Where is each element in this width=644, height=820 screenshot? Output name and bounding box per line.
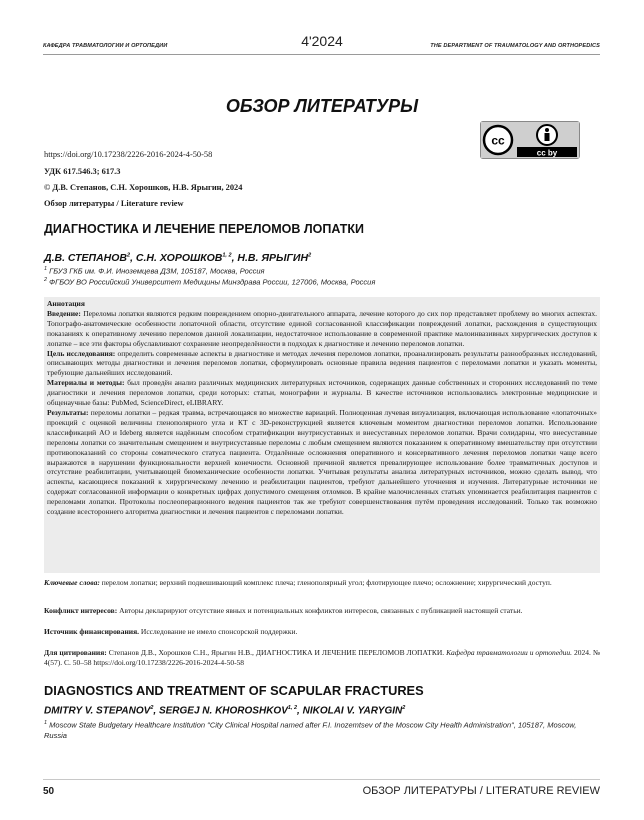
affiliation-ru-1: $^1$ ГБУЗ ГКБ им. Ф.И. Иноземцева ДЗМ, 105187, Москва, Россия (44, 266, 265, 276)
footer-section: ОБЗОР ЛИТЕРАТУРЫ / LITERATURE REVIEW (362, 785, 600, 797)
abstract: Аннотация Введение: Переломы лопатки являются редким повреждением опорно-двигательного аппарата, лечение которого до сих пор представляет проблему во многих аспектах. Топографо-анатомические особенности лопаточной области, отсутствие единой согласованной классификации повреждений лопатки, расхождения в существующих показаниях к оперативному лечению переломов данной локализации, недостаточное использование в современной практике малоинвазивных хирургических доступов к лопатке – все эти факторы обуславливают сохранение неопределённости в подходах к диагностике и лечению переломов лопатки. Цель исследования: определить современные аспекты в диагностике и методах лечения переломов лопатки, проанализировать результаты разнообразных исследований, описывающих методы диагностики и лечения переломов лопатки, сформулировать основные правила ведения пациентов с переломами лопатки и указать моменты, требующие дальнейших исследований. Материалы и методы: был проведён анализ различных медицинских литературных источников, содержащих данные собственных и сторонних исследований по теме диагностики и лечения переломов лопатки, среди которых: статьи, монографии и журналы. В качестве источников использовались электронные медицинские и общенаучные базы: PubMed, ScienceDirect, eLIBRARY. Результаты: переломы лопатки – редкая травма, встречающаяся во множестве вариаций. Полноценная лучевая визуализация, включающая использование «лопаточных» проекций с оценкой величины гленополярного угла и КТ с 3D-реконструкцией является ключевым моментом диагностики переломов лопатки. Использование классификаций AO и Ideberg является надёжным способом стратификации внутрисуставных и внесуставных переломов лопатки. Врачи солидарны, что внесуставные переломы лопатки со значительным смещением и внутрисуставные переломы с любым смещением являются показанием к оперативному вмешательству при отсутствии противопоказаний со стороны соматического статуса пациента. Отдалённые осложнения оперативного и консервативного лечения переломов лопатки чаще всего выражаются в нарушении функциональности верхней конечности. Основной причиной является превалирующее использование более травматичных доступов и отсутствие реабилитации, учитывающей биомеханические особенности лопатки. Учитывая результаты анализа литературных источников, можно сделать вывод, что аспекты, касающиеся показаний к хирургическому лечению и реабилитации пациентов, требуют дальнейшего уточнения и изучения. Литературные источники не содержат согласованной информации о конкретных цифрах допустимого смещения отломков. В крайне малочисленных статьях упоминается реабилитация пациентов с переломами лопатки. Протоколы послеоперационного ведения пациентов так же требуют совершенствования путём проведения исследований. Только так возможно создание всестороннего алгоритма диагностики и лечения пациентов с переломами лопатки. (47, 299, 598, 517)
footer-rule (43, 779, 600, 780)
udk: УДК 617.546.3; 617.3 (44, 167, 121, 176)
article-title-ru: ДИАГНОСТИКА И ЛЕЧЕНИЕ ПЕРЕЛОМОВ ЛОПАТКИ (44, 222, 364, 236)
issue-number: 4'2024 (301, 33, 343, 49)
license-label: cc by (536, 148, 558, 158)
keywords: Ключевые слова: перелом лопатки; верхний подвешивающий комплекс плеча; гленополярный угол; флотирующее плечо; осложнение; хирургический доступ. (44, 578, 552, 587)
running-header-right: THE DEPARTMENT OF TRAUMATOLOGY AND ORTHOPEDICS (430, 43, 600, 49)
conflict-of-interest: Конфликт интересов: Авторы декларируют отсутствие явных и потенциальных конфликтов интересов, связанных с публикацией настоящей статьи. (44, 606, 523, 615)
doi-link[interactable]: https://doi.org/10.17238/2226-2016-2024-4-50-58 (44, 150, 213, 159)
article-type: Обзор литературы / Literature review (44, 199, 184, 208)
copyright: © Д.В. Степанов, С.Н. Хорошков, Н.В. Ярыгин, 2024 (44, 183, 243, 192)
header-rule (43, 54, 600, 55)
article-title-en: DIAGNOSTICS AND TREATMENT OF SCAPULAR FRACTURES (44, 683, 424, 698)
cc-by-logo-icon (481, 122, 579, 158)
authors-ru: Д.В. СТЕПАНОВ$^2$, С.Н. ХОРОШКОВ$^{1, 2}$, Н.В. ЯРЫГИН$^2$ (44, 252, 312, 264)
authors-en: DMITRY V. STEPANOV$^2$, SERGEJ N. KHOROSHKOV$^{1, 2}$, NIKOLAI V. YARYGIN$^2$ (44, 705, 406, 717)
section-title: ОБЗОР ЛИТЕРАТУРЫ (225, 96, 419, 116)
svg-text:cc: cc (491, 133, 505, 148)
running-header-left: КАФЕДРА ТРАВМАТОЛОГИИ И ОРТОПЕДИИ (43, 43, 168, 49)
affiliation-en-1: $^1$ Moscow State Budgetary Healthcare Institution "City Clinical Hospital named after F.I. Inozemtsev of the Moscow City Health Administration", 105187, Moscow, Russia (44, 720, 577, 740)
citation: Для цитирования: Степанов Д.В., Хорошков С.Н., Ярыгин Н.В., ДИАГНОСТИКА И ЛЕЧЕНИЕ ПЕРЕЛОМОВ ЛОПАТКИ. Кафедра травматологии и ортопедии. 2024. № 4(57). С. 50–58 https://doi.org/10.17238/2226-2016-2024-4-50-58 (44, 648, 601, 667)
funding: Источник финансирования. Исследование не имело спонсорской поддержки. (44, 627, 298, 636)
abstract-heading: Аннотация (47, 299, 85, 308)
page-number: 50 (43, 786, 55, 797)
cc-by-license-badge (480, 121, 580, 159)
affiliation-ru-2: $^2$ ФГБОУ ВО Российский Университет Медицины Минздрава России, 127006, Москва, Россия (44, 277, 376, 287)
